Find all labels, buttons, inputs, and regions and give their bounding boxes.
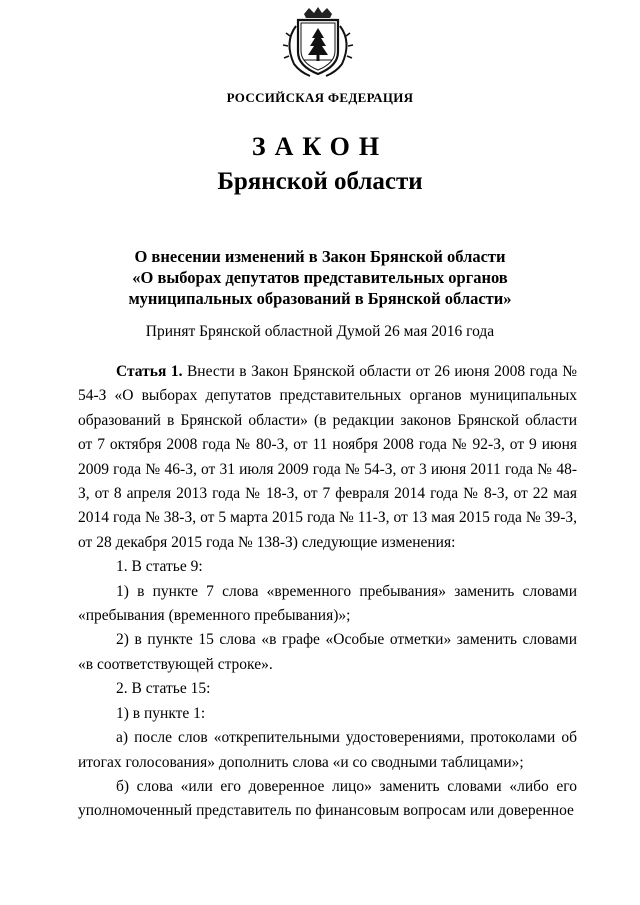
coat-of-arms-icon <box>276 6 360 80</box>
law-subject <box>60 246 580 309</box>
law-body <box>78 360 577 824</box>
body-paragraph: 1. В статье 9: <box>116 558 203 576</box>
body-paragraph: 1) в пункте 7 слова «временного пребывания» заменить словами «пребывания (временного пребывания)»; <box>78 582 577 625</box>
region-heading: Брянской области <box>217 168 423 195</box>
body-paragraph: а) после слов «открепительными удостоверениями, протоколами об итогах голосования» дополнить слова «и со сводными таблицами»; <box>78 729 577 771</box>
body-paragraph: 2. В статье 15: <box>116 680 211 698</box>
subject-line: муниципальных образований в Брянской области» <box>128 289 512 308</box>
subject-line: О внесении изменений в Закон Брянской области <box>134 247 506 266</box>
body-paragraph: 2) в пункте 15 слова «в графе «Особые отметки» заменить словами «в соответствующей строке». <box>78 631 577 673</box>
body-paragraph: б) слова «или его доверенное лицо» заменить словами «либо его уполномоченный представитель по финансовым вопросам или доверенное <box>78 777 577 820</box>
body-paragraph: 1) в пункте 1: <box>116 704 206 722</box>
subject-line: «О выборах депутатов представительных органов <box>132 268 508 287</box>
country-name: РОССИЙСКАЯ ФЕДЕРАЦИЯ <box>226 90 414 105</box>
adoption-statement: Принят Брянской областной Думой 26 мая 2016 года <box>145 323 495 340</box>
article-paragraph <box>78 360 577 555</box>
law-heading: ЗАКОН <box>251 132 389 161</box>
article-label: Статья 1. <box>116 363 183 380</box>
article-text: Внести в Закон Брянской области от 26 июня 2008 года № 54-З «О выборах депутатов представительных органов муниципальных образований в Брянской области» (в редакции законов Брянской области от 7 октября 2008 года № 80-З, от 11 ноября 2008 года № 92-З, от 9 июня 2009 года № 46-З, от 31 июля 2009 года № 54-З, от 3 июня 2011 года № 48-З, от 8 апреля 2013 года № 18-З, от 7 февраля 2014 года № 8-З, от 22 мая 2014 года № 38-З, от 5 марта 2015 года № 11-З, от 13 мая 2015 года № 39-З, от 28 декабря 2015 года № 138-З) следующие изменения: <box>78 363 577 551</box>
